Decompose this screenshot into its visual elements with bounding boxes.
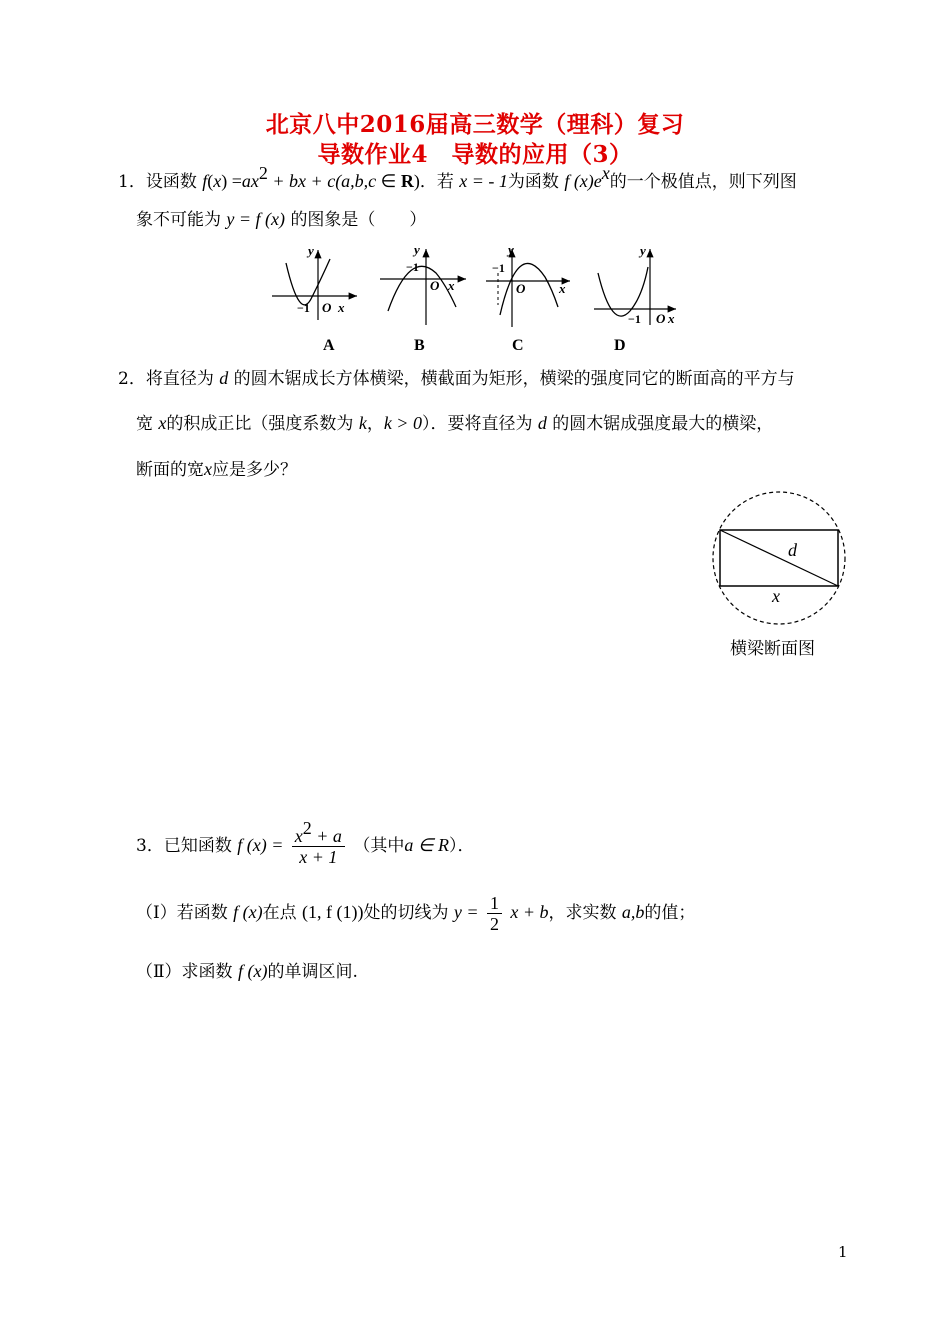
q3-p2-label: （Ⅱ）求函数 xyxy=(136,962,233,982)
fig-b-label: B xyxy=(414,337,425,354)
q1-line2 xyxy=(136,208,426,231)
fig-d-tick: −1 xyxy=(628,312,641,326)
q1-in: ∈ xyxy=(376,171,401,191)
q1-yfx: y = f (x) xyxy=(226,209,286,229)
q1-text4: 的一个极值点，则下列图 xyxy=(609,172,797,192)
fig-a-label: A xyxy=(323,337,335,354)
q2-comma: ， xyxy=(366,414,384,434)
q2-kpos: k > 0 xyxy=(383,413,422,433)
q1-ax: ax xyxy=(241,171,259,191)
q3-p2-text1: 的单调区间. xyxy=(267,962,358,982)
q3-p1-ab: a,b xyxy=(621,902,645,922)
q2-text6: 的圆木锯成强度最大的横梁， xyxy=(552,414,774,434)
fig-a-origin: O xyxy=(322,300,332,315)
q3-text3: ）． xyxy=(449,836,475,856)
q2-line1 xyxy=(118,367,795,390)
figure-x-label: x xyxy=(772,586,780,606)
q3-p1-half xyxy=(487,893,502,934)
q1-line1 xyxy=(118,163,797,193)
figure-D xyxy=(594,245,676,354)
fig-b-x-label: x xyxy=(448,278,455,293)
q3-p1-fx: f (x) xyxy=(233,902,263,922)
fig-c-origin: O xyxy=(516,281,526,296)
q3-text1: 已知函数 xyxy=(163,836,232,856)
q1-close: ) xyxy=(413,171,420,191)
page-number: 1 xyxy=(838,1243,848,1261)
q3-p1-y: y = xyxy=(453,902,479,922)
q3-text2: （其中 xyxy=(353,836,405,856)
q3-part1 xyxy=(136,893,695,934)
q3-line1 xyxy=(136,818,475,867)
q3-fraction xyxy=(292,818,345,867)
fig-d-origin: O xyxy=(656,311,666,326)
q1-fe: f (x)e xyxy=(564,171,602,191)
q1-text: 设函数 xyxy=(145,172,197,192)
q1-paren: ( xyxy=(207,171,214,191)
q2-line3 xyxy=(136,458,297,481)
q3-number: 3． xyxy=(136,836,164,856)
document-title-line1: 北京八中2016届高三数学（理科）复习 xyxy=(265,111,685,138)
q2-text3: 宽 xyxy=(136,414,153,434)
q1-f: f xyxy=(202,171,208,191)
figure-B xyxy=(380,245,466,354)
fig-b-origin: O xyxy=(430,278,440,293)
fig-d-label: D xyxy=(614,337,626,354)
q3-fx: f (x) = xyxy=(237,835,284,855)
q1-text6: 的图象是（ ） xyxy=(290,210,427,230)
q3-num-sq: 2 xyxy=(302,818,312,838)
q1-number: 1． xyxy=(118,172,146,192)
q3-p1-point: (1, f (1)) xyxy=(302,902,364,922)
q3-denominator: x + 1 xyxy=(299,847,338,867)
document-title-line2: 导数作业4 导数的应用（3） xyxy=(317,141,633,168)
q2-text2: 的圆木锯成长方体横梁，横截面为矩形，横梁的强度同它的断面高的平方与 xyxy=(233,369,795,389)
q3-ainR: a ∈ R xyxy=(404,835,450,855)
q1-text5: 象不可能为 xyxy=(136,210,221,230)
q1-sq: 2 xyxy=(258,163,268,183)
q2-x2: x xyxy=(204,459,212,479)
fig-a-tick: −1 xyxy=(297,301,310,315)
q3-p1-half-num: 1 xyxy=(487,893,502,914)
fig-c-y-label: y xyxy=(508,245,514,257)
fig-b-y-label: y xyxy=(414,245,420,257)
q1-figures xyxy=(0,245,950,355)
q2-number: 2． xyxy=(118,369,146,389)
q3-part2 xyxy=(136,960,358,983)
fig-b-tick: −1 xyxy=(406,260,419,274)
q3-num-x: x xyxy=(294,826,303,846)
figure-d-label: d xyxy=(788,540,797,560)
q1-x: x xyxy=(213,171,222,191)
q2-k: k xyxy=(358,413,367,433)
q2-text8: 应是多少？ xyxy=(212,460,297,480)
fig-a-x-label: x xyxy=(338,300,345,315)
q1-text2: ．若 xyxy=(419,172,454,192)
fig-c-tick: −1 xyxy=(492,261,505,275)
q1-R: R xyxy=(400,171,414,191)
q3-p2-fx: f (x) xyxy=(237,961,268,981)
q1-args: (a,b,c xyxy=(335,171,377,191)
q2-line2 xyxy=(136,412,773,435)
figure-A xyxy=(272,245,357,354)
q2-text5: ）．要将直径为 xyxy=(421,414,533,434)
q2-text4: 的积成正比（强度系数为 xyxy=(166,414,354,434)
q2-d2: d xyxy=(537,413,547,433)
q1-bxc: + bx + c xyxy=(267,171,336,191)
q3-p1-xb: x + b xyxy=(510,902,549,922)
fig-a-y-label: y xyxy=(308,245,314,258)
q2-d: d xyxy=(219,368,229,388)
q3-p1-text4: 的值； xyxy=(644,903,696,923)
q1-text3: 为函数 xyxy=(507,172,559,192)
q2-x: x xyxy=(158,413,167,433)
fig-c-label: C xyxy=(512,337,524,354)
q3-p1-text3: ，求实数 xyxy=(548,903,617,923)
q3-p1-text1: 在点 xyxy=(262,903,297,923)
q1-xeq: x = - 1 xyxy=(459,171,508,191)
fig-c-x-label: x xyxy=(559,281,566,296)
q3-num-a: + a xyxy=(311,826,342,846)
q3-p1-half-den: 2 xyxy=(489,914,499,934)
q3-p1-label: （Ⅰ）若函数 xyxy=(136,903,228,923)
beam-caption: 横梁断面图 xyxy=(730,639,815,659)
diagonal-line xyxy=(720,530,838,586)
q3-p1-text2: 处的切线为 xyxy=(363,903,449,923)
figure-C xyxy=(486,245,570,354)
fig-d-y-label: y xyxy=(640,245,646,258)
fig-d-x-label: x xyxy=(668,311,675,326)
q2-text1: 将直径为 xyxy=(145,369,214,389)
q2-text7: 断面的宽 xyxy=(136,460,204,480)
q1-eq: ) = xyxy=(221,171,242,191)
q1-ex: x xyxy=(601,163,610,183)
